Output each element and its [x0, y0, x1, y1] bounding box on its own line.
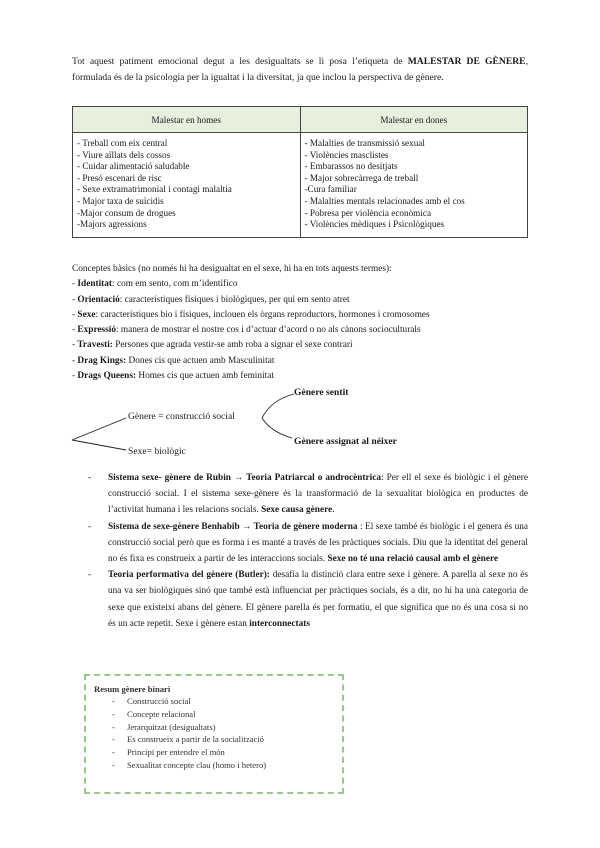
concept-term: Drags Queens:: [77, 371, 137, 382]
theory-end: .: [332, 505, 335, 516]
list-item: - Cuidar alimentació saludable: [77, 161, 190, 172]
list-item: -Major consum de drogues: [77, 207, 176, 218]
gender-felt-text: Gènere sentit: [294, 387, 349, 398]
bullet-dash: -: [88, 473, 92, 483]
theory-emphasis: Sexe causa gènere: [261, 505, 333, 516]
table-header-women: Malestar en dones: [300, 107, 528, 133]
branch-line-lower: [72, 440, 126, 450]
summary-item: [92, 733, 336, 746]
summary-item-text: Jerarquitzat (desigualtats): [127, 721, 216, 732]
list-item: - Violències mèdiques i Psicològiques: [304, 219, 445, 230]
branch-curve-lower: [262, 418, 292, 438]
theory-item: [88, 470, 528, 519]
concept-def: : com em sento, com m’identifico: [112, 279, 238, 290]
concepts-section: [72, 262, 532, 384]
list-item: - Major taxa de suïcidis: [77, 195, 164, 206]
theory-emphasis: Sexe no té una relació causal amb el gènere: [327, 554, 499, 565]
gender-assigned-label: [294, 436, 397, 447]
concept-def: : característiques bio i físiques, inclouen els òrgans reproductors, hormones i cromosomes: [95, 309, 430, 320]
summary-item-text: Concepte relacional: [127, 708, 196, 719]
list-item: - Malalties mentals relacionades amb el cos: [304, 195, 465, 206]
theory-item: [88, 567, 528, 632]
intro-text: Tot aquest patiment emocional degut a les desigualtats se li posa l’etiqueta de: [72, 56, 408, 67]
theory-emphasis: interconnectats: [249, 618, 310, 629]
concept-term: Expressió: [77, 325, 116, 336]
theory-title: Sistema sexe- gènere de Rubin → Teoria Patriarcal o androcèntrica: [108, 473, 382, 483]
bullet-dash: -: [112, 759, 115, 770]
concept-item: - Drag Kings: Dones cis que actuen amb Masculinitat: [72, 355, 275, 366]
concept-item: - Drags Queens: Homes cis que actuen amb feminitat: [72, 371, 274, 382]
list-item: - Sexe extramatrimonial i contagi malaltia: [77, 184, 232, 195]
intro-highlight: MALESTAR DE GÈNERE: [407, 56, 526, 67]
theory-body: : Per ell el sexe és biològic i el gènere construcció social. I el sistema sexe-gènere és la transformació de la sexualitat biològica en productes de l’activitat humana i les relacions socials.: [108, 473, 528, 516]
bullet-dash: -: [88, 570, 92, 581]
concept-def: Homes cis que actuen amb feminitat: [136, 371, 274, 382]
branch-curve-upper: [262, 394, 294, 418]
list-item: - Embarassos no desitjats: [304, 161, 398, 172]
list-item: - Malalties de transmissió sexual: [304, 138, 425, 148]
sex-label: Sexe= biològic: [128, 446, 186, 457]
list-item: - Major sobrecàrrega de treball: [304, 172, 419, 183]
list-item: - Violències masclistes: [304, 149, 389, 160]
list-item: - Presó escenari de risc: [77, 172, 162, 183]
theory-title: Teoria performativa del gènere (Butler):: [108, 570, 270, 581]
bullet-dash: -: [112, 747, 115, 758]
table-cell-men: [73, 133, 301, 238]
concepts-intro: Conceptes bàsics (no només hi ha desigualtat en el sexe, hi ha en tots aquests termes):: [72, 264, 392, 274]
theories-list: [88, 470, 528, 632]
concept-def: : manera de mostrar el nostre cos i d’actuar d’acord o no als cànons socioculturals: [116, 325, 421, 336]
summary-item: [92, 695, 336, 708]
concept-term: Travesti:: [77, 340, 113, 351]
concept-item: - Expressió: manera de mostrar el nostre cos i d’actuar d’acord o no als cànons socioculturals: [72, 325, 421, 336]
theory-body: desafía la distinció clara entre sexe i gènere. A parella al sexe no és una va ser biològiques sinó que també està influenciat per pràctiques socials, és a dir, no hi ha una categoria de sexe que existeixi abans del gènere. El gènere parella és per formatiu, el que significa que no és una cosa si no és un acte repetit. Sexe i gènere estan: [108, 570, 528, 629]
summary-item-text: Sexualitat concepte clau (homo i hetero): [127, 759, 267, 770]
list-item: - Viure aïllats dels cossos: [77, 149, 171, 160]
list-item: -Cura familiar: [304, 184, 357, 195]
summary-item-text: Es construeix a partir de la socialització: [127, 734, 264, 745]
table-cell-women: [300, 133, 528, 238]
concept-def: Dones cis que actuen amb Masculinitat: [126, 355, 275, 366]
summary-box: [84, 674, 344, 794]
concept-item: - Identitat: com em sento, com m’identifico: [72, 279, 238, 290]
summary-title: Resum gènere binari: [94, 684, 171, 694]
concept-term: Sexe: [77, 309, 96, 320]
concept-def: Persones que agrada vestir-se amb roba a signar el sexe contrari: [112, 340, 353, 351]
bullet-dash: -: [112, 721, 115, 732]
bullet-dash: -: [112, 696, 115, 706]
concept-term: Drag Kings:: [77, 355, 127, 366]
concept-term: Identitat: [77, 279, 113, 290]
theory-item: [88, 519, 528, 568]
bullet-dash: -: [112, 708, 115, 719]
list-item: - Treball com eix central: [77, 138, 168, 148]
diagram-lines: [66, 382, 426, 464]
gender-construct-label: Gènere = construcció social: [128, 411, 235, 422]
branch-line-upper: [72, 418, 126, 440]
concept-item: - Sexe: característiques bio i físiques, inclouen els òrgans reproductors, hormones i cromosomes: [72, 309, 430, 320]
list-item: - Pobresa per violència econòmica: [304, 207, 432, 218]
bullet-dash: -: [88, 521, 92, 532]
summary-item: [92, 759, 336, 772]
concept-item: - Travesti: Persones que agrada vestir-se amb roba a signar el sexe contrari: [72, 340, 353, 351]
summary-item: [92, 708, 336, 721]
bullet-dash: -: [112, 734, 115, 745]
theory-title: Sistema de sexe-gènere Benhabib → Teoria de gènere moderna: [108, 521, 358, 532]
gender-diagram: [66, 382, 426, 464]
theory-body: : El sexe també és biològic i el genera és una construcció social però que es forma i es manté a través de les pràctiques socials. Diu que la identitat del general no és fixa es construeix a partir de les interaccions socials.: [108, 521, 528, 565]
summary-item: [92, 721, 336, 734]
list-item: -Majors agressions: [77, 219, 147, 230]
gender-assigned-text: Gènere assignat al néixer: [294, 436, 397, 447]
summary-item-text: Principi per entendre el món: [127, 747, 225, 758]
malestar-table: [72, 106, 528, 238]
table-header-men: Malestar en homes: [73, 107, 301, 133]
intro-text-end: , formulada és de la psicologia per la igualtat i la diversitat, ja que inclou la perspectiva de gènere.: [72, 56, 528, 83]
summary-item-text: Construcció social: [127, 696, 191, 706]
concept-term: Orientació: [77, 294, 120, 305]
concept-item: - Orientació: característiques físiques i biològiques, per qui em sento atret: [72, 294, 350, 305]
gender-felt-label: [294, 387, 348, 398]
concept-def: : característiques físiques i biològiques, per qui em sento atret: [119, 294, 350, 305]
summary-item: [92, 746, 336, 759]
intro-paragraph: [72, 54, 528, 85]
